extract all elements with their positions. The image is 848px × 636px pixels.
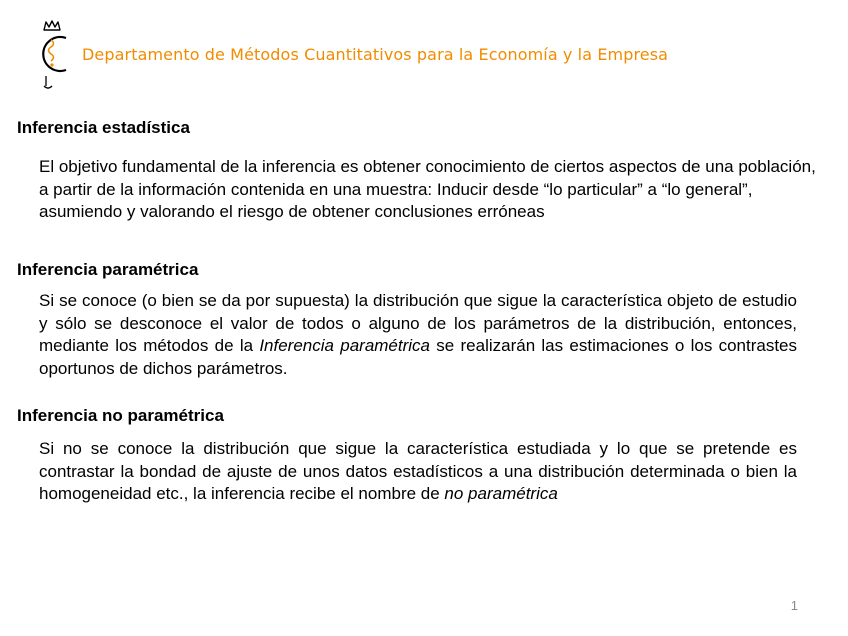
heading-inferencia-parametrica: Inferencia paramétrica: [17, 260, 199, 279]
heading-inferencia-no-parametrica: Inferencia no paramétrica: [17, 406, 224, 425]
university-seal-icon: [30, 18, 74, 92]
emphasis-term: Inferencia paramétrica: [259, 336, 431, 355]
page-number: 1: [790, 598, 798, 613]
paragraph-inferencia-parametrica: [39, 290, 797, 380]
department-title: Departamento de Métodos Cuantitativos para la Economía y la Empresa: [82, 45, 669, 64]
heading-inferencia-estadistica: Inferencia estadística: [17, 118, 190, 137]
paragraph-inferencia-estadistica: El objetivo fundamental de la inferencia es obtener conocimiento de ciertos aspectos de una población, a partir de la información contenida en una muestra: Inducir desde “lo particular” a “lo general”, asumiendo y valorando el riesgo de obtener conclusiones erróneas: [39, 157, 816, 221]
paragraph-inferencia-no-parametrica: [39, 438, 797, 506]
paragraph-text: Si se conoce (o bien se da por supuesta) la distribución que sigue la característica objeto de estudio y sólo se desconoce el valor de todos o alguno de los parámetros de la distribución, entonces, mediante los métodos de la: [39, 291, 797, 355]
emphasis-term: no paramétrica: [444, 484, 558, 503]
paragraph-text: se realizarán las estimaciones o los contrastes oportunos de dichos parámetros.: [39, 336, 798, 378]
paragraph-text: Si no se conoce la distribución que sigue la característica estudiada y lo que se pretende es contrastar la bondad de ajuste de unos datos estadísticos a una distribución determinada o bien la homogeneidad etc., la inferencia recibe el nombre de: [39, 439, 797, 503]
